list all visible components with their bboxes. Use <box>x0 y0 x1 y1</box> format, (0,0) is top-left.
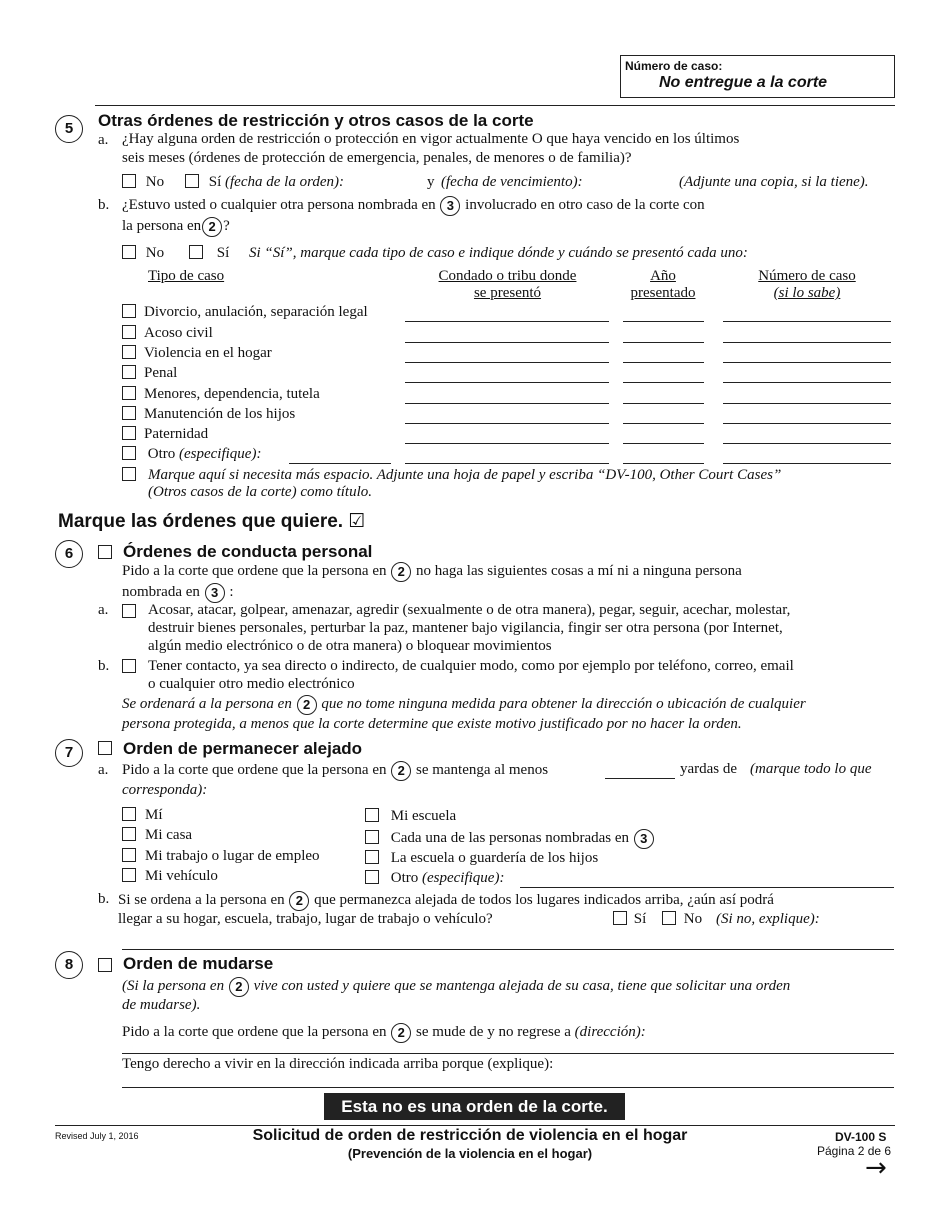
s6-b-checkbox-wrap[interactable] <box>122 659 136 676</box>
s7-right-specify: (especifique): <box>422 870 505 886</box>
case-county-line[interactable] <box>405 443 609 444</box>
s5-a-no-label: No <box>145 174 165 190</box>
ref-2-icon: 2 <box>289 891 309 911</box>
case-case-line[interactable] <box>723 423 891 424</box>
s5-a-line2: seis meses (órdenes de protección de emergencia, penales, de menores o de familia)? <box>122 150 632 166</box>
s7-right-checkbox-1[interactable] <box>365 808 379 822</box>
case-year-line[interactable] <box>623 443 704 444</box>
ref-3-icon: 3 <box>634 829 654 849</box>
s5-other-specify: (especifique): <box>179 446 262 462</box>
footer-title: Solicitud de orden de restricción de violencia en el hogar <box>252 1127 688 1144</box>
case-type-checkbox[interactable] <box>122 386 136 400</box>
s5-a-si-checkbox[interactable] <box>185 174 199 188</box>
s6-intro-1: Pido a la corte que ordene que la persona en 2 no haga las siguientes cosas a mí ni a ninguna persona <box>122 562 742 582</box>
s5-b-si-option[interactable] <box>189 245 229 262</box>
ref-3-icon: 3 <box>440 196 460 216</box>
section-6-number: 6 <box>55 540 83 568</box>
s6-note-2: persona protegida, a menos que la corte determine que existe motivo justificado por no hacer la orden. <box>122 716 742 732</box>
section-6-title: Órdenes de conducta personal <box>123 542 373 561</box>
s6-a-1: Acosar, atacar, golpear, amenazar, agredir (sexualmente o de otra manera), pegar, seguir, acechar, molestar, <box>148 602 791 618</box>
s5-a-si-option[interactable] <box>185 174 344 191</box>
case-type-label: Divorcio, anulación, separación legal <box>144 304 368 320</box>
s8-request: Pido a la corte que ordene que la persona en 2 se mude de y no regrese a (dirección): <box>122 1023 646 1043</box>
s6-b-checkbox[interactable] <box>122 659 136 673</box>
s7-right-label-3: La escuela o guardería de los hijos <box>390 850 599 866</box>
s7-left-label: Mi casa <box>145 827 193 843</box>
form-id: DV-100 S <box>835 1130 887 1144</box>
s7-left-checkbox[interactable] <box>122 868 136 882</box>
case-county-line[interactable] <box>405 423 609 424</box>
s5-attach-copy: (Adjunte una copia, si la tiene). <box>679 174 869 190</box>
case-number-box <box>620 55 895 98</box>
s5-a-no-checkbox[interactable] <box>122 174 136 188</box>
s7-left-checkbox[interactable] <box>122 827 136 841</box>
col-header-county: Condado o tribu donde se presentó <box>438 268 577 301</box>
col-header-type: Tipo de caso <box>148 268 225 284</box>
s5-b-si-checkbox[interactable] <box>189 245 203 259</box>
s5-other-case-line[interactable] <box>723 463 891 464</box>
s7-b-letter: b. <box>98 891 110 907</box>
section-7-number: 7 <box>55 739 83 767</box>
ref-2-icon: 2 <box>391 1023 411 1043</box>
s5-b-si-label: Sí <box>216 245 230 261</box>
case-county-line[interactable] <box>405 382 609 383</box>
section-5-title: Otras órdenes de restricción y otros casos de la corte <box>98 111 534 130</box>
s6-a-checkbox-wrap[interactable] <box>122 604 136 621</box>
case-type-row[interactable] <box>122 365 177 382</box>
case-type-checkbox[interactable] <box>122 365 136 379</box>
s6-b-letter: b. <box>98 658 110 674</box>
s7-left-label: Mi trabajo o lugar de empleo <box>145 848 320 864</box>
s5-other-option[interactable] <box>122 446 261 463</box>
s5-exp-date-label: (fecha de vencimiento): <box>441 174 583 190</box>
s7-yards-input[interactable] <box>605 778 675 779</box>
s7-b-explain: (Si no, explique): <box>716 911 820 927</box>
section-7-checkbox[interactable] <box>98 741 112 755</box>
case-county-line[interactable] <box>405 362 609 363</box>
s7-right-option-4[interactable] <box>365 870 504 887</box>
s7-a-letter: a. <box>98 762 109 778</box>
s7-b-si-label: Sí <box>633 911 647 927</box>
s5-a-letter: a. <box>98 132 109 148</box>
s5-other-label: Otro <box>147 446 176 462</box>
case-type-checkbox[interactable] <box>122 304 136 318</box>
section-7-checkbox-wrap[interactable] <box>98 741 112 758</box>
s7-b-no-option[interactable] <box>662 911 702 928</box>
s7-a-2: corresponda): <box>122 782 208 798</box>
section-8-checkbox[interactable] <box>98 958 112 972</box>
case-year-line[interactable] <box>623 382 704 383</box>
case-type-row[interactable] <box>122 304 368 321</box>
s7-right-checkbox-2[interactable] <box>365 830 379 844</box>
s7-left-option[interactable] <box>122 827 192 844</box>
case-type-checkbox[interactable] <box>122 325 136 339</box>
s5-more-space-2: (Otros casos de la corte) como título. <box>148 484 372 500</box>
s5-b-no-option[interactable] <box>122 245 164 262</box>
s7-left-label: Mí <box>145 807 163 823</box>
s7-right-option-1[interactable] <box>365 808 456 825</box>
case-type-row[interactable] <box>122 426 208 443</box>
section-7-title: Orden de permanecer alejado <box>123 739 363 758</box>
case-type-checkbox[interactable] <box>122 406 136 420</box>
section-8-checkbox-wrap[interactable] <box>98 958 112 975</box>
ref-2-icon: 2 <box>202 217 222 237</box>
s7-left-option[interactable] <box>122 807 163 824</box>
s6-b-2: o cualquier otro medio electrónico <box>148 676 355 692</box>
case-year-line[interactable] <box>623 403 704 404</box>
s7-right-option-3[interactable] <box>365 850 598 867</box>
s7-a-1c: yardas de <box>680 761 738 777</box>
s5-other-specify-line[interactable] <box>289 463 391 464</box>
s7-b-1: Si se ordena a la persona en 2 que permanezca alejada de todos los lugares indicados arriba, ¿aún así podrá <box>118 891 774 911</box>
case-type-row[interactable] <box>122 345 272 362</box>
s6-a-2: destruir bienes personales, perturbar la paz, mantener bajo vigilancia, fingir ser otra persona (por Internet, <box>148 620 783 636</box>
s7-b-no-label: No <box>683 911 703 927</box>
ref-2-icon: 2 <box>297 695 317 715</box>
s7-b-si-checkbox[interactable] <box>613 911 627 925</box>
case-county-line[interactable] <box>405 403 609 404</box>
case-type-row[interactable] <box>122 406 295 423</box>
s8-right-text: Tengo derecho a vivir en la dirección indicada arriba porque (explique): <box>122 1056 554 1072</box>
s6-intro-2: nombrada en 3 : <box>122 583 234 603</box>
case-year-line[interactable] <box>623 362 704 363</box>
s7-right-checkbox-4[interactable] <box>365 870 379 884</box>
next-page-arrow-icon[interactable]: → <box>865 1153 887 1183</box>
case-number-label: Número de caso: <box>625 59 723 73</box>
case-case-line[interactable] <box>723 382 891 383</box>
s5-more-space-1: Marque aquí si necesita más espacio. Adjunte una hoja de papel y escriba “DV-100, Other Court Cases” <box>148 467 782 483</box>
ref-2-icon: 2 <box>391 562 411 582</box>
s7-b-no-checkbox[interactable] <box>662 911 676 925</box>
s5-b-letter: b. <box>98 197 110 213</box>
checkmark-icon: ☑ <box>348 510 366 532</box>
s6-a-3: algún medio electrónico o de otra manera) o bloquear movimientos <box>148 638 552 654</box>
case-type-label: Manutención de los hijos <box>144 406 296 422</box>
revised-date: Revised July 1, 2016 <box>55 1131 139 1141</box>
s5-other-year-line[interactable] <box>623 463 704 464</box>
s7-b-explain-line[interactable] <box>122 949 894 950</box>
s7-right-option-2[interactable] <box>365 829 655 849</box>
s7-b-si-option[interactable] <box>613 911 646 928</box>
orders-heading: Marque las órdenes que quiere. ☑ <box>58 510 366 532</box>
case-case-line[interactable] <box>723 443 891 444</box>
case-year-line[interactable] <box>623 342 704 343</box>
s7-other-specify-line[interactable] <box>520 887 894 888</box>
s5-more-space-checkbox-wrap[interactable] <box>122 467 136 484</box>
s7-b-2: llegar a su hogar, escuela, trabajo, lugar de trabajo o vehículo? <box>118 911 493 927</box>
case-case-line[interactable] <box>723 362 891 363</box>
s8-note-1: (Si la persona en 2 vive con usted y quiere que se mantenga alejada de su casa, tiene que solicitar una orden <box>122 977 790 997</box>
case-type-checkbox[interactable] <box>122 345 136 359</box>
section-8-title: Orden de mudarse <box>123 954 274 973</box>
footer-subtitle: (Prevención de la violencia en el hogar) <box>347 1146 593 1161</box>
s7-right-label-2: Cada una de las personas nombradas en <box>390 830 630 846</box>
s5-a-si-label: Sí <box>208 174 222 190</box>
s5-b-no-label: No <box>145 245 165 261</box>
footer-rule <box>55 1125 895 1126</box>
section-8-number: 8 <box>55 951 83 979</box>
ref-3-icon: 3 <box>205 583 225 603</box>
case-type-checkbox[interactable] <box>122 426 136 440</box>
s6-b-1: Tener contacto, ya sea directo o indirecto, de cualquier modo, como por ejemplo por teléfono, correo, email <box>148 658 794 674</box>
s5-a-no-option[interactable] <box>122 174 164 191</box>
case-type-label: Penal <box>144 365 178 381</box>
s5-other-checkbox[interactable] <box>122 446 136 460</box>
s7-right-checkbox-3[interactable] <box>365 850 379 864</box>
ref-2-icon: 2 <box>229 977 249 997</box>
s7-left-option[interactable] <box>122 868 218 885</box>
case-type-label: Violencia en el hogar <box>144 345 272 361</box>
not-court-order-banner: Esta no es una orden de la corte. <box>324 1093 625 1120</box>
section-6-checkbox-wrap[interactable] <box>98 545 112 562</box>
s8-address-line[interactable] <box>122 1053 894 1054</box>
case-number-value: No entregue a la corte <box>659 74 828 91</box>
s7-right-label-4: Otro <box>390 870 419 886</box>
s6-a-letter: a. <box>98 602 109 618</box>
s7-a-1: Pido a la corte que ordene que la persona en 2 se mantenga al menos <box>122 761 548 781</box>
case-type-label: Acoso civil <box>144 325 213 341</box>
s7-right-label-1: Mi escuela <box>390 808 457 824</box>
s5-y: y <box>427 174 435 190</box>
case-case-line[interactable] <box>723 342 891 343</box>
case-type-label: Menores, dependencia, tutela <box>144 386 320 402</box>
case-type-row[interactable] <box>122 386 320 403</box>
case-case-line[interactable] <box>723 403 891 404</box>
case-type-row[interactable] <box>122 325 213 342</box>
case-year-line[interactable] <box>623 321 704 322</box>
s5-b-line1: ¿Estuvo usted o cualquier otra persona nombrada en 3 involucrado en otro caso de la corte con <box>122 196 705 216</box>
case-county-line[interactable] <box>405 342 609 343</box>
s8-note-2: de mudarse). <box>122 997 201 1013</box>
case-case-line[interactable] <box>723 321 891 322</box>
s7-left-checkbox[interactable] <box>122 848 136 862</box>
section-5-number: 5 <box>55 115 83 143</box>
case-type-label: Paternidad <box>144 426 209 442</box>
case-year-line[interactable] <box>623 423 704 424</box>
s8-explain-line[interactable] <box>122 1087 894 1088</box>
s5-b-no-checkbox[interactable] <box>122 245 136 259</box>
s5-b-instruction: Si “Sí”, marque cada tipo de caso e indique dónde y cuándo se presentó cada uno: <box>249 245 748 261</box>
ref-2-icon: 2 <box>391 761 411 781</box>
s7-a-1d: (marque todo lo que <box>750 761 872 777</box>
s5-a-line1: ¿Hay alguna orden de restricción o protección en vigor actualmente O que haya vencido en los últimos <box>122 131 740 147</box>
s6-note-1: Se ordenará a la persona en 2 que no tome ninguna medida para obtener la dirección o ubicación de cualquier <box>122 695 806 715</box>
s5-more-space-checkbox[interactable] <box>122 467 136 481</box>
page-number: Página 2 de 6 <box>817 1144 892 1158</box>
s7-left-option[interactable] <box>122 848 320 865</box>
section-6-checkbox[interactable] <box>98 545 112 559</box>
col-header-year: Año presentado <box>630 268 696 301</box>
s5-order-date-label: (fecha de la orden): <box>225 174 344 190</box>
s7-left-checkbox[interactable] <box>122 807 136 821</box>
s6-a-checkbox[interactable] <box>122 604 136 618</box>
header-rule <box>95 105 895 106</box>
case-county-line[interactable] <box>405 321 609 322</box>
col-header-case: Número de caso (si lo sabe) <box>758 268 856 301</box>
s5-other-county-line[interactable] <box>405 463 609 464</box>
s7-left-label: Mi vehículo <box>145 868 218 884</box>
s5-b-line2: la persona en 2 ? <box>122 217 230 237</box>
